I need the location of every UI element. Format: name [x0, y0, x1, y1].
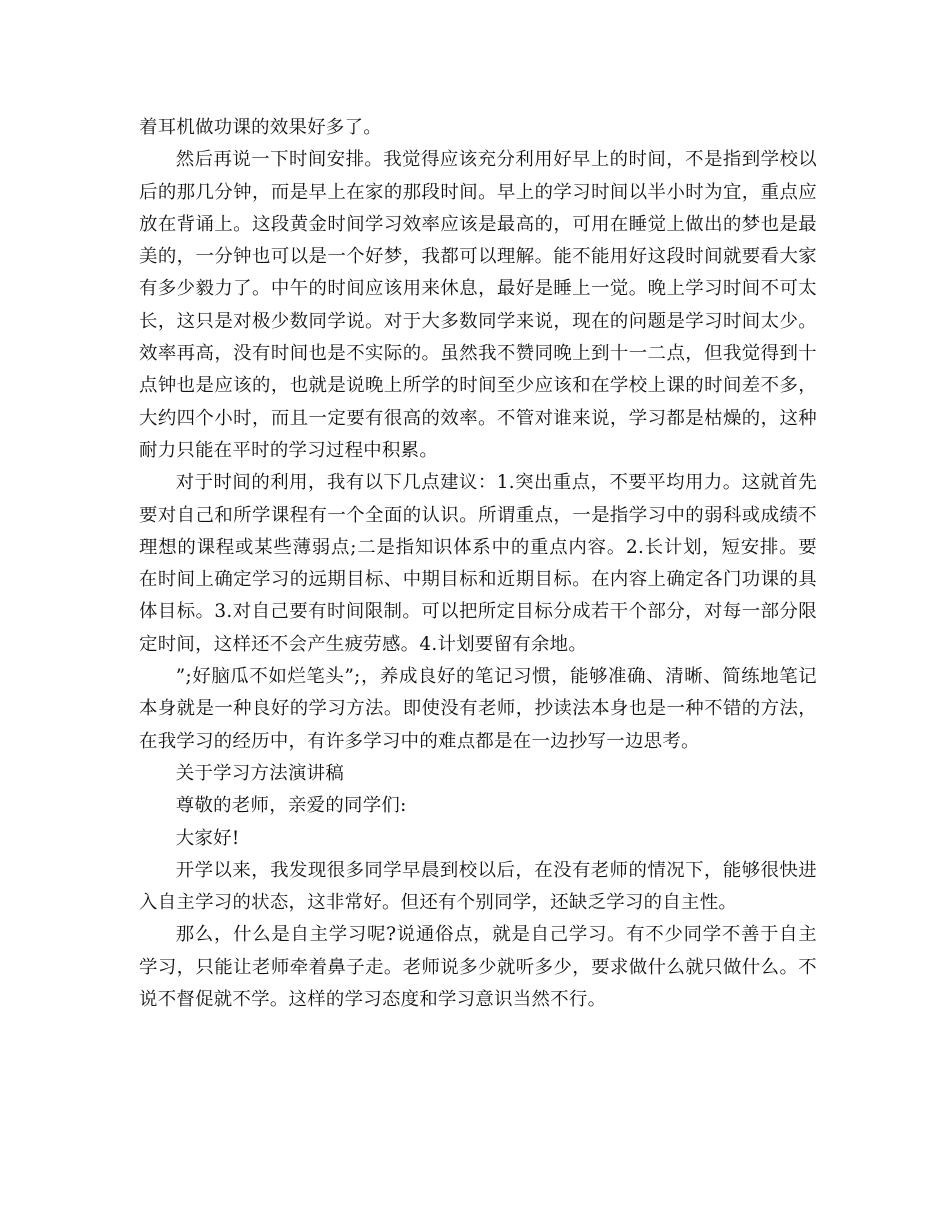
speech-title: 关于学习方法演讲稿: [175, 762, 345, 784]
speech-greeting: 大家好!: [175, 827, 240, 849]
paragraph-time-arrangement: 然后再说一下时间安排。我觉得应该充分利用好早上的时间，不是指到学校以后的那几分钟，而是早上在家的那段时间。早上的学习时间以半小时为宜，重点应放在背诵上。这段黄金时间学习效率应该是最高的，可用在睡觉上做出的梦也是最美的，一分钟也可以是一个好梦，我都可以理解。能不能用好这段时间就要看大家有多少毅力了。中午的时间应该用来休息，最好是睡上一觉。晚上学习时间不可太长，这只是对极少数同学说。对于大多数同学来说，现在的问题是学习时间太少。效率再高，没有时间也是不实际的。虽然我不赞同晚上到十一二点，但我觉得到十点钟也是应该的，也就是说晚上所学的时间至少应该和在学校上课的时间差不多，大约四个小时，而且一定要有很高的效率。不管对谁来说，学习都是枯燥的，这种耐力只能在平时的学习过程中积累。: [139, 149, 817, 461]
document-body: [139, 112, 817, 1016]
paragraph-self-study-observation: 开学以来，我发现很多同学早晨到校以后，在没有老师的情况下，能够很快进入自主学习的状态，这非常好。但还有个别同学，还缺乏学习的自主性。: [139, 859, 817, 914]
paragraph-continuation: 着耳机做功课的效果好多了。: [139, 117, 382, 138]
speech-salutation: 尊敬的老师，亲爱的同学们:: [175, 795, 407, 817]
paragraph-note-taking: ”;好脑瓜不如烂笔头”;，养成良好的笔记习惯，能够准确、清晰、简练地笔记本身就是一种良好的学习方法。即使没有老师，抄读法本身也是一种不错的方法，在我学习的经历中，有许多学习中的难点都是在一边抄写一边思考。: [139, 666, 817, 752]
paragraph-time-suggestions: 对于时间的利用，我有以下几点建议：1.突出重点，不要平均用力。这就首先要对自己和所学课程有一个全面的认识。所谓重点，一是指学习中的弱科或成绩不理想的课程或某些薄弱点;二是指知识体系中的重点内容。2.长计划，短安排。要在时间上确定学习的远期目标、中期目标和近期目标。在内容上确定各门功课的具体目标。3.对自己要有时间限制。可以把所定目标分成若干个部分，对每一部分限定时间，这样还不会产生疲劳感。4.计划要留有余地。: [139, 472, 817, 655]
paragraph-self-study-definition: 那么，什么是自主学习呢?说通俗点，就是自己学习。有不少同学不善于自主学习，只能让老师牵着鼻子走。老师说多少就听多少，要求做什么就只做什么。不说不督促就不学。这样的学习态度和学习意识当然不行。: [139, 924, 817, 1011]
